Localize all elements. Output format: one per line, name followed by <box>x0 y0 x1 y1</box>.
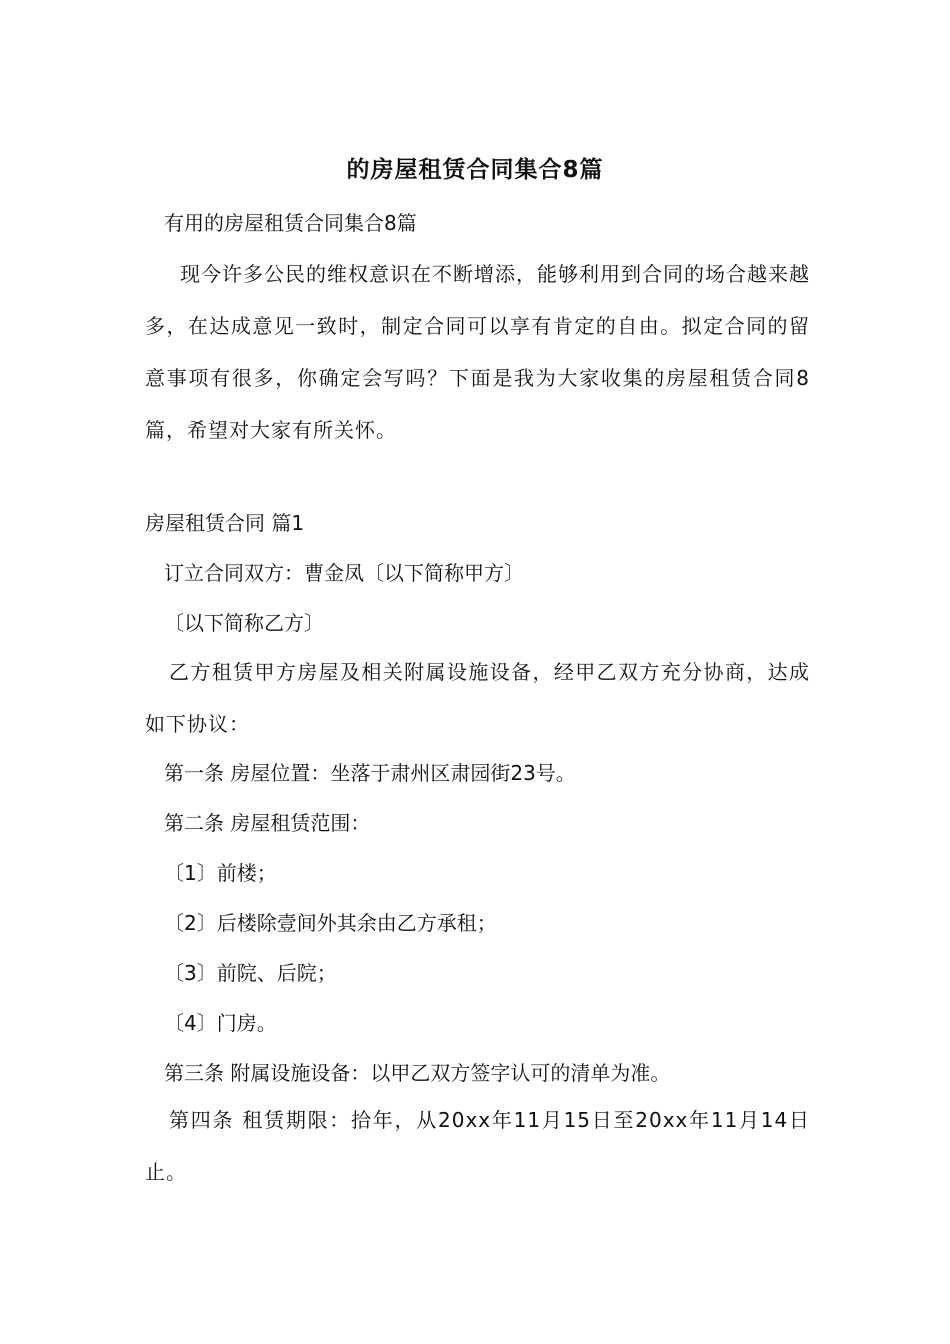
article-1: 第一条 房屋位置：坐落于肃州区肃园街23号。 <box>164 761 576 785</box>
list-item: 〔4〕门房。 <box>164 1011 277 1035</box>
article-4: 第四条 租赁期限：拾年，从20xx年11月15日至20xx年11月14日止。 <box>145 1108 810 1184</box>
party-a-line: 订立合同双方：曹金凤〔以下简称甲方〕 <box>164 561 524 585</box>
list-item: 〔2〕后楼除壹间外其余由乙方承租； <box>164 911 497 935</box>
list-item: 〔1〕前楼； <box>164 861 277 885</box>
article-2: 第二条 房屋租赁范围： <box>164 811 371 835</box>
document-subtitle: 有用的房屋租赁合同集合8篇 <box>164 211 417 235</box>
document-title: 的房屋租赁合同集合8篇 <box>346 157 604 183</box>
intro-paragraph: 现今许多公民的维权意识在不断增添，能够利用到合同的场合越来越多，在达成意见一致时，制定合同可以享有肯定的自由。拟定合同的留意事项有很多，你确定会写吗？下面是我为大家收集的房屋租赁合同8篇，希望对大家有所关怀。 <box>145 262 810 442</box>
agreement-paragraph: 乙方租赁甲方房屋及相关附属设施设备，经甲乙双方充分协商，达成如下协议： <box>145 660 810 736</box>
list-item: 〔3〕前院、后院； <box>164 961 337 985</box>
party-b-line: 〔以下简称乙方〕 <box>164 611 324 635</box>
section-heading: 房屋租赁合同 篇1 <box>145 511 305 535</box>
article-3: 第三条 附属设施设备：以甲乙双方签字认可的清单为准。 <box>164 1061 671 1085</box>
